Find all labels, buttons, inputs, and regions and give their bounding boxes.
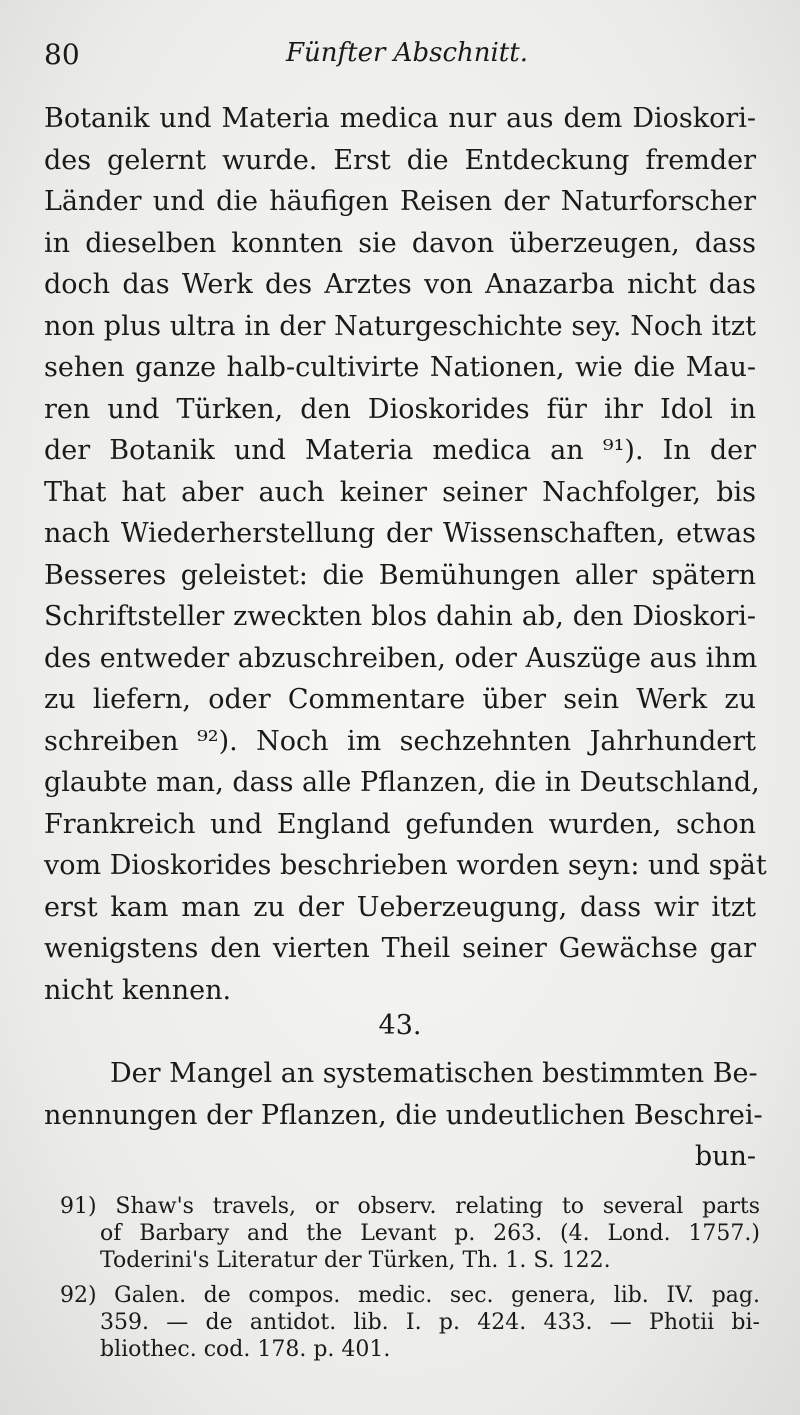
text-line: schreiben ⁹²). Noch im sechzehnten Jahrhundert <box>44 725 756 757</box>
text-line: des gelernt wurde. Erst die Entdeckung fremder <box>44 144 756 176</box>
text-line: Der Mangel an systematischen bestimmten Be- <box>110 1058 758 1089</box>
text-line: wenigstens den vierten Theil seiner Gewächse gar <box>44 933 756 964</box>
text-line: in dieselben konnten sie davon überzeugen, dass <box>44 227 756 259</box>
footnote-91 <box>60 1193 760 1274</box>
body-paragraph <box>44 98 767 1011</box>
text-line: Botanik und Materia medica nur aus dem Dioskori- <box>44 103 756 134</box>
text-line: erst kam man zu der Ueberzeugung, dass wir itzt <box>44 891 756 923</box>
footnotes <box>60 1193 760 1363</box>
text-line: That hat aber auch keiner seiner Nachfolger, bis <box>44 476 756 508</box>
text-line: Schriftsteller zweckten blos dahin ab, den Dioskori- <box>44 601 756 632</box>
text-line: der Botanik und Materia medica an ⁹¹). In der <box>44 435 756 466</box>
footnote-line: bliothec. cod. 178. p. 401. <box>100 1337 391 1362</box>
footnote-line: 92) Galen. de compos. medic. sec. genera, lib. IV. pag. <box>60 1283 760 1308</box>
text-line: nennungen der Pflanzen, die undeutlichen Beschrei- <box>44 1099 763 1131</box>
text-line: Frankreich und England gefunden wurden, schon <box>44 808 756 840</box>
footnote-line: of Barbary and the Levant p. 263. (4. Lond. 1757.) <box>100 1221 760 1246</box>
text-line: des entweder abzuschreiben, oder Auszüge aus ihm <box>44 642 758 674</box>
text-line: nach Wiederherstellung der Wissenschaften, etwas <box>44 518 756 549</box>
page-header <box>44 38 756 78</box>
text-line: sehen ganze halb-cultivirte Nationen, wie die Mau- <box>44 352 756 383</box>
text-line: ren und Türken, den Dioskorides für ihr Idol in <box>44 393 756 425</box>
text-line: nicht kennen. <box>44 974 232 1006</box>
section-paragraph <box>44 1053 763 1178</box>
footnote-line: 91) Shaw's travels, or observ. relating to several parts <box>60 1194 760 1219</box>
text-line: glaubte man, dass alle Pflanzen, die in Deutschland, <box>44 767 760 798</box>
section-number: 43. <box>378 1010 422 1041</box>
text-line: Länder und die häufigen Reisen der Naturforscher <box>44 186 756 217</box>
text-line: Besseres geleistet: die Bemühungen aller spätern <box>44 559 756 591</box>
text-line: zu liefern, oder Commentare über sein Werk zu <box>44 684 756 715</box>
footnote-line: Toderini's Literatur der Türken, Th. 1. S. 122. <box>100 1248 611 1273</box>
catchword: bun- <box>694 1141 756 1172</box>
page-number: 80 <box>44 38 80 71</box>
running-head: Fünfter Abschnitt. <box>286 38 528 68</box>
text-line: doch das Werk des Arztes von Anazarba nicht das <box>44 269 756 300</box>
footnote-92 <box>60 1282 760 1363</box>
footnote-line: 359. — de antidot. lib. I. p. 424. 433. — Photii bi- <box>100 1310 760 1335</box>
text-line: non plus ultra in der Naturgeschichte sey. Noch itzt <box>44 310 756 342</box>
text-line: vom Dioskorides beschrieben worden seyn: und spät <box>44 850 767 881</box>
